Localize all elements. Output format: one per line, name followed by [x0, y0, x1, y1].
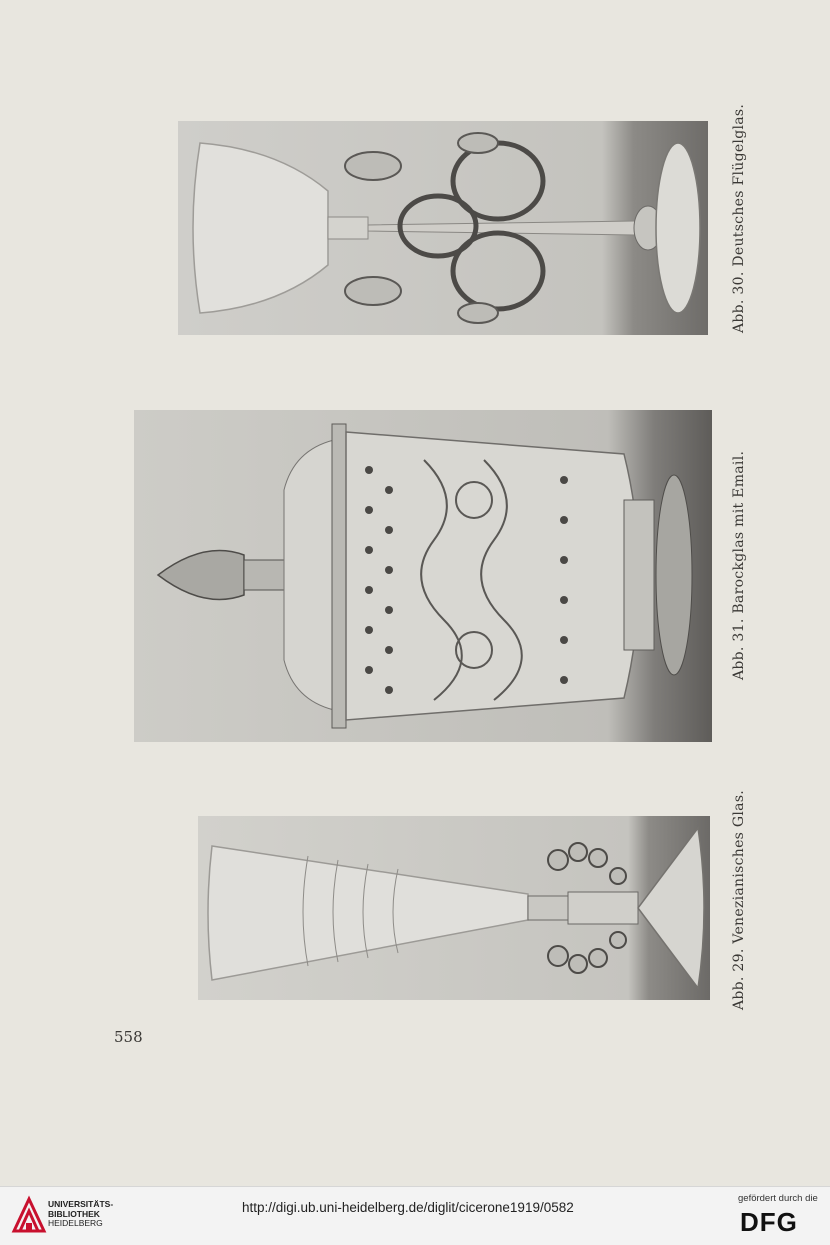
dfg-logo[interactable]: DFG [740, 1207, 798, 1237]
caption-fig31: Abb. 31. Barockglas mit Email. [731, 450, 747, 680]
funded-by-text: gefördert durch die [738, 1193, 818, 1204]
ub-heidelberg-logo-icon[interactable] [10, 1195, 48, 1235]
permalink-url[interactable]: http://digi.ub.uni-heidelberg.de/diglit/cicerone1919/0582 [242, 1200, 574, 1215]
footer-bar [0, 1186, 830, 1245]
caption-fig29: Abb. 29. Venezianisches Glas. [731, 789, 747, 1010]
library-line3: HEIDELBERG [48, 1218, 103, 1228]
library-line1: UNIVERSITÄTS- [48, 1199, 114, 1209]
page-number: 558 [114, 1028, 143, 1046]
plate-fig29-image [198, 816, 710, 1000]
library-name[interactable] [48, 1200, 113, 1229]
plate-fig31-image [134, 410, 712, 742]
caption-fig30: Abb. 30. Deutsches Flügelglas. [731, 103, 747, 333]
plate-fig30-image [178, 121, 708, 335]
library-line2: BIBLIOTHEK [48, 1208, 100, 1219]
